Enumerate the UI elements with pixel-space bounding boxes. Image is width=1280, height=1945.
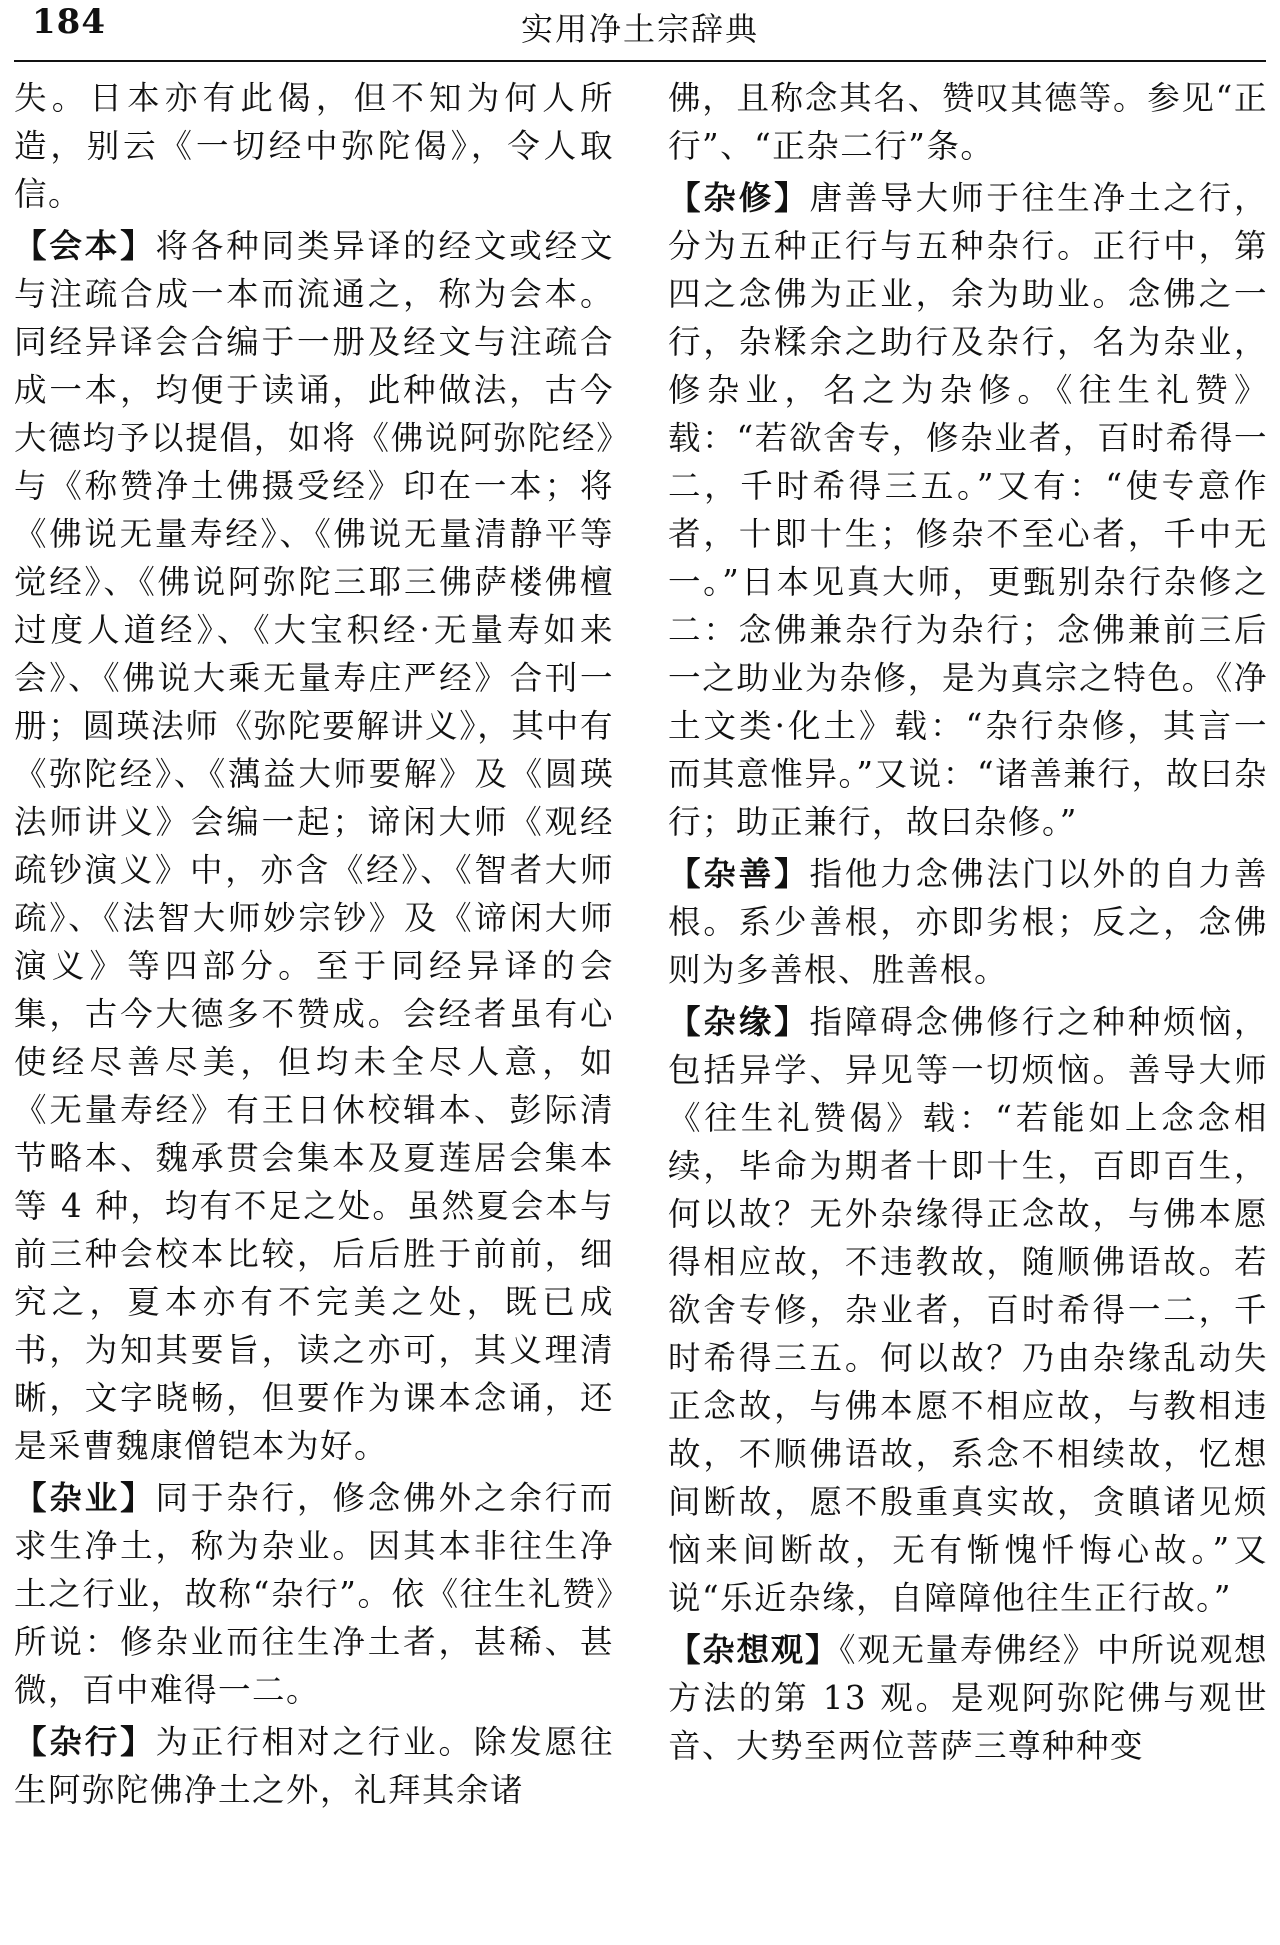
entry-headword: 【杂缘】 [668, 1003, 810, 1041]
entry-zayuan [668, 998, 1268, 1622]
entry-continuation [668, 74, 1268, 170]
entry-text: 佛，且称念其名、赞叹其德等。参见“正行”、“正杂二行”条。 [668, 79, 1268, 165]
entry-headword: 【杂修】 [668, 179, 810, 217]
entry-headword: 【会本】 [14, 227, 156, 265]
right-column [668, 74, 1268, 1934]
entry-headword: 【杂善】 [668, 855, 810, 893]
left-column [14, 74, 614, 1934]
entry-text: 为正行相对之行业。除发愿往生阿弥陀佛净土之外，礼拜其余诸 [14, 1723, 614, 1809]
page-header [12, 0, 1268, 58]
entry-huiben [14, 222, 614, 1470]
entry-headword: 【杂想观】 [668, 1631, 840, 1669]
entry-zaxiu [668, 174, 1268, 846]
entry-zaxiangguan [668, 1626, 1268, 1770]
running-title: 实用净土宗辞典 [520, 10, 759, 48]
page-number: 184 [32, 2, 106, 42]
entry-zaye [14, 1474, 614, 1714]
entry-text: 唐善导大师于往生净土之行，分为五种正行与五种杂行。正行中，第四之念佛为正业，余为助业。念佛之一行，杂糅余之助行及杂行，名为杂业，修杂业，名之为杂修。《往生礼赞》载：“若欲舍专，修杂业者，百时希得一二，千时希得三五。”又有：“使专意作者，十即十生；修杂不至心者，千中无一。”日本见真大师，更甄别杂行杂修之二：念佛兼杂行为杂行；念佛兼前三后一之助业为杂修，是为真宗之特色。《净土文类·化土》载：“杂行杂修，其言一而其意惟异。”又说：“诸善兼行，故曰杂行；助正兼行，故曰杂修。” [668, 179, 1268, 841]
entry-headword: 【杂行】 [14, 1723, 156, 1761]
entry-text: 指障碍念佛修行之种种烦恼，包括异学、异见等一切烦恼。善导大师《往生礼赞偈》载：“若能如上念念相续，毕命为期者十即十生，百即百生，何以故？无外杂缘得正念故，与佛本愿得相应故，不违教故，随顺佛语故。若欲舍专修，杂业者，百时希得一二，千时希得三五。何以故？乃由杂缘乱动失正念故，与佛本愿不相应故，与教相违故，不顺佛语故，系念不相续故，忆想间断故，愿不殷重真实故，贪瞋诸见烦恼来间断故，无有惭愧忏悔心故。”又说“乐近杂缘，自障障他往生正行故。” [668, 1003, 1268, 1617]
entry-zaxing [14, 1718, 614, 1814]
entry-continuation [14, 74, 614, 218]
header-rule [14, 60, 1266, 62]
entry-headword: 【杂业】 [14, 1479, 156, 1517]
entry-text: 将各种同类异译的经文或经文与注疏合成一本而流通之，称为会本。同经异译会合编于一册及经文与注疏合成一本，均便于读诵，此种做法，古今大德均予以提倡，如将《佛说阿弥陀经》与《称赞净土佛摄受经》印在一本；将《佛说无量寿经》、《佛说无量清静平等觉经》、《佛说阿弥陀三耶三佛萨楼佛檀过度人道经》、《大宝积经·无量寿如来会》、《佛说大乘无量寿庄严经》合刊一册；圆瑛法师《弥陀要解讲义》，其中有《弥陀经》、《蕅益大师要解》及《圆瑛法师讲义》会编一起；谛闲大师《观经疏钞演义》中，亦含《经》、《智者大师疏》、《法智大师妙宗钞》及《谛闲大师演义》等四部分。至于同经异译的会集，古今大德多不赞成。会经者虽有心使经尽善尽美，但均未全尽人意，如《无量寿经》有王日休校辑本、彭际清节略本、魏承贯会集本及夏莲居会集本等 4 种，均有不足之处。虽然夏会本与前三种会校本比较，后后胜于前前，细究之，夏本亦有不完美之处，既已成书，为知其要旨，读之亦可，其义理清晰，文字晓畅，但要作为课本念诵，还是采曹魏康僧铠本为好。 [14, 227, 614, 1465]
entry-text: 同于杂行，修念佛外之余行而求生净土，称为杂业。因其本非往生净土之行业，故称“杂行”。依《往生礼赞》所说：修杂业而往生净土者，甚稀、甚微，百中难得一二。 [14, 1479, 614, 1709]
entry-zashan [668, 850, 1268, 994]
entry-text: 指他力念佛法门以外的自力善根。系少善根，亦即劣根；反之，念佛则为多善根、胜善根。 [668, 855, 1268, 989]
entry-text: 失。日本亦有此偈，但不知为何人所造，别云《一切经中弥陀偈》，令人取信。 [14, 79, 614, 213]
entry-text: 《观无量寿佛经》中所说观想方法的第 13 观。是观阿弥陀佛与观世音、大势至两位菩萨三尊种种变 [668, 1631, 1268, 1765]
